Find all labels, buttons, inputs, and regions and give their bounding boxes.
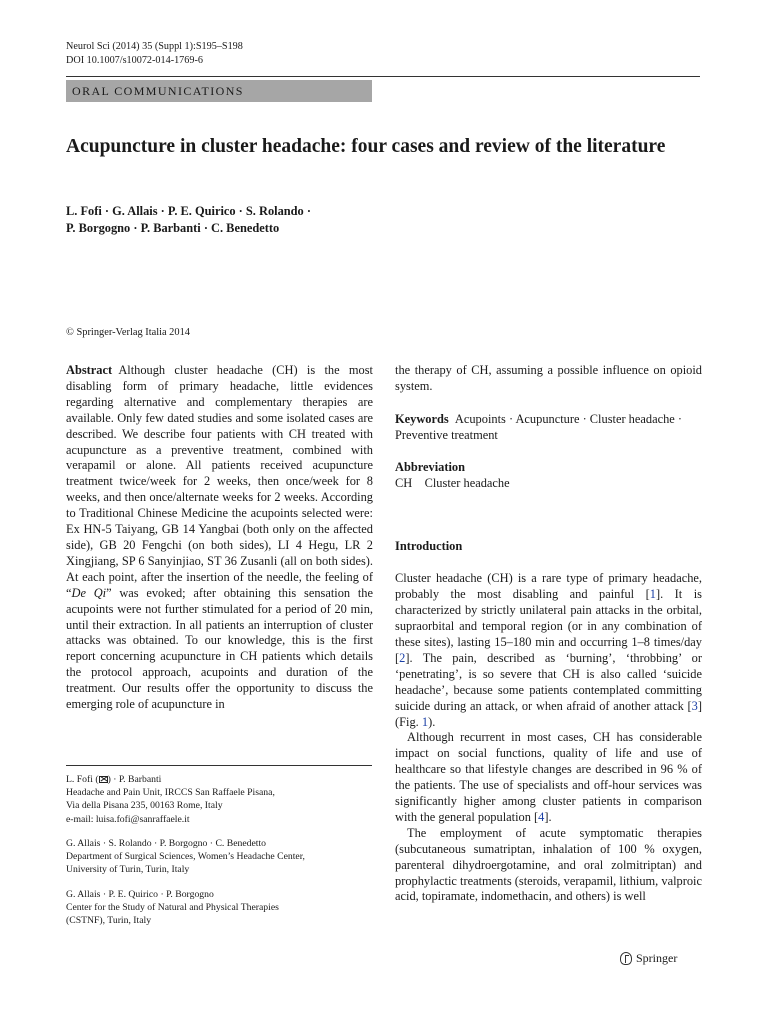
citation-link[interactable]: 3 (691, 698, 698, 713)
abstract-label: Abstract (66, 363, 113, 377)
intro-p1-text-d: ] (Fig. (395, 698, 702, 729)
affiliation-1-line-3: Via della Pisana 235, 00163 Rome, Italy (66, 800, 223, 812)
keywords-paragraph (395, 412, 702, 444)
article-title: Acupuncture in cluster headache: four cases and review of the literature (66, 136, 666, 157)
affiliation-3-line-2: Center for the Study of Natural and Physical Therapies (66, 902, 279, 914)
de-qi-term: De Qi (71, 585, 107, 600)
springer-horse-icon (620, 952, 632, 965)
introduction-heading: Introduction (395, 539, 463, 554)
affiliation-3 (66, 888, 376, 928)
citation-link[interactable]: 1 (649, 587, 656, 602)
figure-link[interactable]: 1 (421, 714, 429, 729)
intro-p1-text-b: ]. It is characterized by strictly unilateral pain attacks in the orbital, supraorbital and temporal region (or in any combination of these sites), lasting 15–180 min and occurring 1–8 times/day [ (395, 587, 702, 665)
footnote-rule (66, 765, 372, 766)
abstract-text-part-b: ” was evoked; after obtaining this sensation the acupoints were not further stimulated for a period of 20 min, until their extraction. In all patients an interruption of cluster attacks was obtained. To our knowledge, this is the first report concerning acupuncture in CH patients which details the protocol approach, acupoints and duration of the treatment. Our results offer the opportunity to discuss the emerging role of acupuncture in (66, 585, 374, 712)
intro-paragraph-3: The employment of acute symptomatic therapies (subcutaneous sumatriptan, inhalation of 100 % oxygen, parenteral dihydroergotamine, and oral zolmitriptan) and prophylactic treatments (steroids, verapamil, lithium, valproic acid, topiramate, indomethacin, and others) is well (395, 825, 702, 904)
abstract-text-part-a: Although cluster headache (CH) is the most disabling form of primary headache, little evidences regarding alternative and complementary therapies are available. Only few dated studies and some isolated cases are described. We describe four patients with CH treated with acupuncture as a preventive treatment, combined with verapamil or alone. All patients received acupuncture treatment twice/week for 2 weeks, then once/week for 8 weeks, and then once/alternate weeks for 2 weeks. According to Traditional Chinese Medicine the acupoints selected were: Ex HN-5 Taiyang, GB 14 Yangbai (both only on the affected side), GB 20 Fengchi (on both sides), LI 4 Hegu, LR 2 Xingjiang, SP 6 Sanyinjiao, ST 36 Zusanli (all on both sides). At each point, after the insertion of the needle, the feeling of “ (66, 363, 373, 600)
abstract-continued: the therapy of CH, assuming a possible influence on opioid system. (395, 363, 702, 393)
affiliation-1-names (66, 773, 376, 786)
header-rule (66, 76, 700, 77)
affiliation-1 (66, 773, 376, 826)
keywords-text: Acupoints · Acupuncture · Cluster headache · Preventive treatment (395, 411, 682, 442)
doi-line[interactable]: DOI 10.1007/s10072-014-1769-6 (66, 55, 203, 66)
authors-line-2: P. Borgogno · P. Barbanti · C. Benedetto (66, 220, 280, 235)
right-column (395, 363, 702, 905)
affiliation-3-names: G. Allais · P. E. Quirico · P. Borgogno (66, 889, 214, 900)
intro-p2-text-a: Although recurrent in most cases, CH has considerable impact on social functions, quality of life and use of healthcare so that lifestyle changes are described in 96 % of the patients. The use of specialists and off-hour services was significantly higher among cluster patients in comparison with the general population [ (395, 730, 702, 824)
affiliation-3-line-3: (CSTNF), Turin, Italy (66, 915, 152, 927)
keywords-label: Keywords (395, 411, 449, 426)
abstract-paragraph (66, 363, 373, 713)
abbreviation-entry: CH Cluster headache (395, 475, 510, 490)
affiliation-1-email[interactable]: e-mail: luisa.fofi@sanraffaele.it (66, 813, 190, 825)
affiliation-2-line-3: University of Turin, Turin, Italy (66, 864, 190, 876)
intro-paragraph-1 (395, 571, 702, 730)
citation-link[interactable]: 2 (399, 650, 406, 665)
affiliation-2-names: G. Allais · S. Rolando · P. Borgogno · C. Benedetto (66, 838, 267, 849)
intro-paragraph-2 (395, 730, 702, 825)
intro-p1-text-a: Cluster headache (CH) is a rare type of primary headache, probably the most disabling and painful [ (395, 571, 702, 602)
intro-p1-text-c: ]. The pain, described as ‘burning’, ‘throbbing’ or ‘penetrating’, is so severe that CH is also called ‘suicide headache’, because some patients contemplated committing suicide during an attack, or when afraid of another attack [ (395, 650, 702, 713)
publisher-logo (620, 951, 677, 966)
journal-line: Neurol Sci (2014) 35 (Suppl 1):S195–S198 (66, 41, 243, 52)
citation-link[interactable]: 4 (538, 809, 545, 824)
intro-p1-text-e: ). (428, 714, 436, 729)
envelope-icon (99, 776, 108, 783)
intro-p2-text-b: ]. (544, 809, 552, 824)
affiliation-2-line-2: Department of Surgical Sciences, Women’s Headache Center, (66, 851, 305, 863)
affiliation-1-name-a: L. Fofi ( (66, 774, 99, 785)
affiliation-1-line-2: Headache and Pain Unit, IRCCS San Raffaele Pisana, (66, 787, 275, 799)
left-column (66, 363, 373, 713)
section-label: ORAL COMMUNICATIONS (66, 80, 372, 102)
copyright-notice: © Springer-Verlag Italia 2014 (66, 327, 190, 338)
authors-line-1: L. Fofi · G. Allais · P. E. Quirico · S. Rolando · (66, 204, 311, 218)
affiliation-1-name-b: ) · P. Barbanti (107, 774, 162, 785)
affiliation-2 (66, 837, 376, 877)
abbreviation-heading: Abbreviation (395, 459, 465, 474)
journal-citation (66, 40, 243, 68)
publisher-name: Springer (636, 951, 678, 965)
author-list (66, 203, 666, 236)
